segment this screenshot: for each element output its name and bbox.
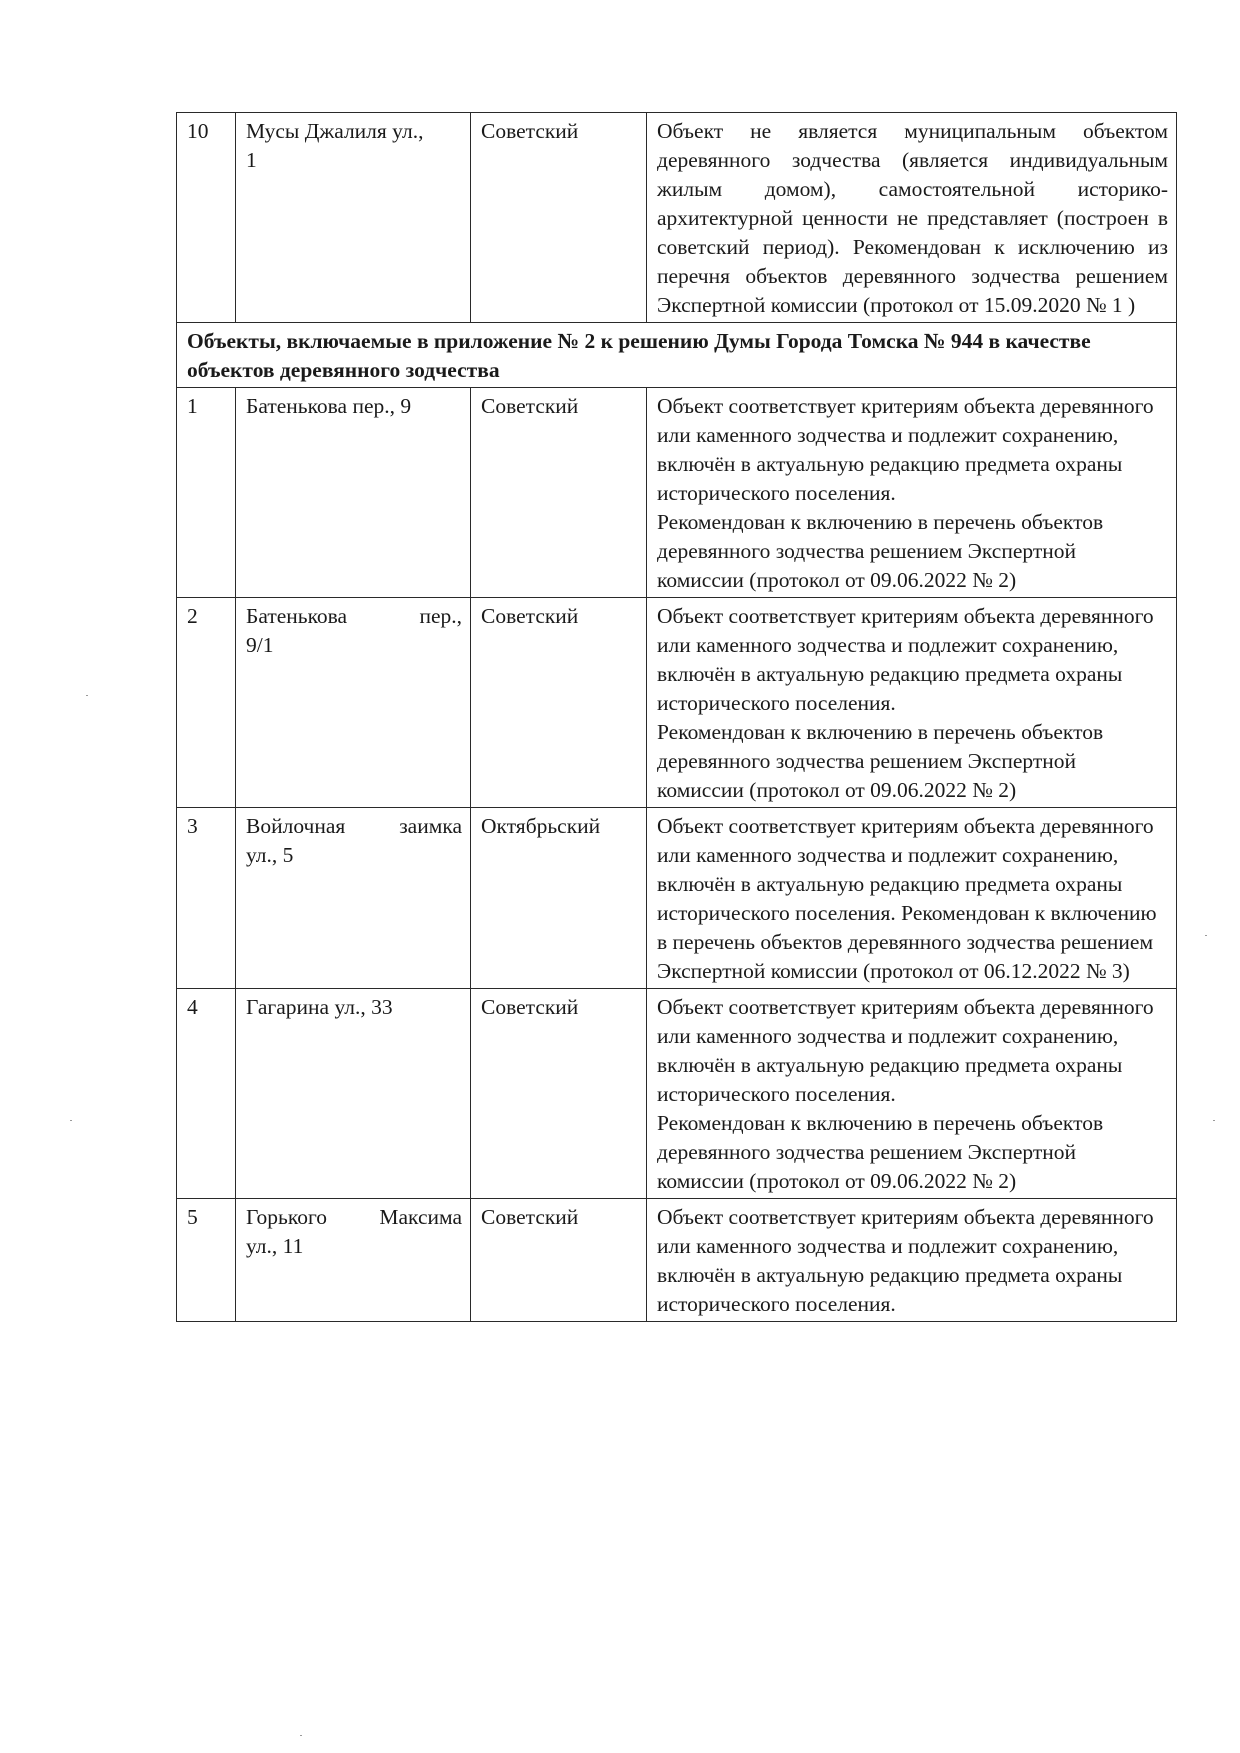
row-number: 4 bbox=[177, 989, 236, 1199]
row-description bbox=[647, 989, 1177, 1199]
objects-table bbox=[176, 112, 1177, 1322]
row-number: 10 bbox=[177, 113, 236, 323]
address-line: 1 bbox=[246, 148, 257, 172]
row-district: Советский bbox=[471, 388, 647, 598]
row-address bbox=[236, 989, 471, 1199]
row-district: Советский bbox=[471, 989, 647, 1199]
scan-speck bbox=[1205, 935, 1207, 936]
row-number: 1 bbox=[177, 388, 236, 598]
address-part: Батенькова bbox=[246, 604, 348, 628]
row-description bbox=[647, 388, 1177, 598]
table-row bbox=[177, 388, 1177, 598]
row-address bbox=[236, 113, 471, 323]
section-header: Объекты, включаемые в приложение № 2 к решению Думы Города Томска № 944 в качестве объектов деревянного зодчества bbox=[177, 323, 1177, 388]
address-line: Мусы Джалиля ул., bbox=[246, 119, 424, 143]
address-line: Батенькова пер., 9 bbox=[246, 394, 412, 418]
description-text: Рекомендован к включению в перечень объектов деревянного зодчества решением Экспертной комиссии (протокол от 09.06.2022 № 2) bbox=[657, 510, 1104, 592]
scan-speck bbox=[1213, 1120, 1215, 1121]
description-text: Объект соответствует критериям объекта деревянного или каменного зодчества и подлежит сохранению, включён в актуальную редакцию предмета охраны исторического поселения. bbox=[657, 995, 1154, 1106]
address-part: Горького bbox=[246, 1205, 327, 1229]
scan-speck bbox=[300, 1735, 302, 1736]
description-text: Объект соответствует критериям объекта деревянного или каменного зодчества и подлежит сохранению, включён в актуальную редакцию предмета охраны исторического поселения. Рекомендован к включению в перечень объектов деревянного зодчества решением Экспертной комиссии (протокол от 06.12.2022 № 3) bbox=[657, 814, 1157, 983]
description-text: Рекомендован к включению в перечень объектов деревянного зодчества решением Экспертной комиссии (протокол от 09.06.2022 № 2) bbox=[657, 1111, 1104, 1193]
scan-speck bbox=[86, 695, 88, 696]
address-part: пер., bbox=[419, 604, 462, 628]
address-line: ул., 5 bbox=[246, 843, 294, 867]
address-line: Гагарина ул., 33 bbox=[246, 995, 393, 1019]
section-header-row bbox=[177, 323, 1177, 388]
row-address bbox=[236, 808, 471, 989]
scan-speck bbox=[70, 1120, 72, 1121]
description-text: Объект соответствует критериям объекта деревянного или каменного зодчества и подлежит сохранению, включён в актуальную редакцию предмета охраны исторического поселения. bbox=[657, 394, 1154, 505]
row-district: Советский bbox=[471, 113, 647, 323]
row-address bbox=[236, 388, 471, 598]
row-description bbox=[647, 1199, 1177, 1322]
row-number: 2 bbox=[177, 598, 236, 808]
row-address bbox=[236, 1199, 471, 1322]
table-row bbox=[177, 989, 1177, 1199]
description-text: Объект соответствует критериям объекта деревянного или каменного зодчества и подлежит сохранению, включён в актуальную редакцию предмета охраны исторического поселения. bbox=[657, 1205, 1154, 1316]
table-row bbox=[177, 113, 1177, 323]
row-address bbox=[236, 598, 471, 808]
address-part: Войлочная bbox=[246, 814, 346, 838]
row-description bbox=[647, 598, 1177, 808]
table-row bbox=[177, 598, 1177, 808]
row-number: 5 bbox=[177, 1199, 236, 1322]
row-description bbox=[647, 808, 1177, 989]
table-row bbox=[177, 1199, 1177, 1322]
row-district: Советский bbox=[471, 1199, 647, 1322]
row-description: Объект не является муниципальным объектом деревянного зодчества (является индивидуальным жилым домом), самостоятельной историко-архитектурной ценности не представляет (построен в советский период). Рекомендован к исключению из перечня объектов деревянного зодчества решением Экспертной комиссии (протокол от 15.09.2020 № 1 ) bbox=[647, 113, 1177, 323]
address-line: 9/1 bbox=[246, 633, 274, 657]
address-part: заимка bbox=[399, 814, 462, 838]
row-district: Октябрьский bbox=[471, 808, 647, 989]
table-row bbox=[177, 808, 1177, 989]
address-line: ул., 11 bbox=[246, 1234, 304, 1258]
row-number: 3 bbox=[177, 808, 236, 989]
description-text: Объект соответствует критериям объекта деревянного или каменного зодчества и подлежит сохранению, включён в актуальную редакцию предмета охраны исторического поселения. bbox=[657, 604, 1154, 715]
address-part: Максима bbox=[379, 1205, 462, 1229]
description-text: Рекомендован к включению в перечень объектов деревянного зодчества решением Экспертной комиссии (протокол от 09.06.2022 № 2) bbox=[657, 720, 1104, 802]
objects-table-body bbox=[177, 113, 1177, 1322]
row-district: Советский bbox=[471, 598, 647, 808]
